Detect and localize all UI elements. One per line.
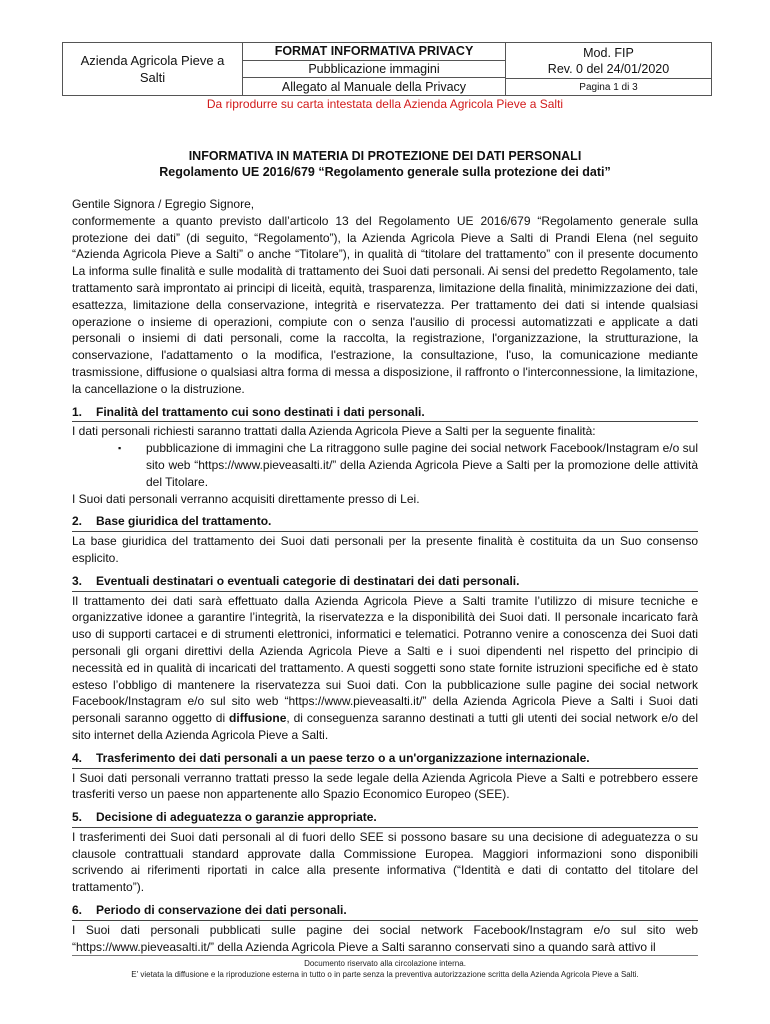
section-3-text-c: , di conseguenza saranno destinati a tutti gli utenti dei social network e/o del sito internet della Azienda Agricola Pieve a Salti. [72, 711, 698, 742]
document-body [72, 196, 698, 955]
section-2-number: 2. [72, 514, 83, 529]
section-3-title: Eventuali destinatari o eventuali categorie di destinatari dei dati personali. [96, 573, 520, 588]
footer-line-2: E' vietata la diffusione e la riproduzione esterna in tutto o in parte senza la preventiva autorizzazione scritta della Azienda Agricola Pieve a Salti. [131, 970, 639, 979]
section-6 [72, 902, 698, 955]
letterhead-note: Da riprodurre su carta intestata della Azienda Agricola Pieve a Salti [206, 97, 564, 111]
document-title [0, 148, 770, 180]
title-line-1: INFORMATIVA IN MATERIA DI PROTEZIONE DEI DATI PERSONALI [188, 149, 582, 163]
section-4-paragraph: I Suoi dati personali verranno trattati presso la sede legale della Azienda Agricola Pieve a Salti e potrebbero essere trasferiti verso un paese non appartenente allo Spazio Economico Europeo (SEE). [72, 770, 698, 802]
section-3-text-a: Il trattamento dei dati sarà effettuato dalla Azienda Agricola Pieve a Salti tramite l’utilizzo di misure tecniche e organizzative idonee a garantire l’integrità, la riservatezza e la disponibilità dei Suoi dati. Il personale incaricato farà uso di supporti cartacei e di strumenti elettronici, informatici e telematici. Potranno venire a conoscenza dei Suoi dati personali gli organi direttivi della Azienda Agricola Pieve a Salti e i suoi dipendenti nel rispetto del principio di necessità ed in qualità di incaricati del trattamento. A questi soggetti sono state fornite istruzioni specifiche ed è stato esteso l’obbligo di mantenere la riservatezza sui Suoi dati. Con la pubblicazione sulle pagine dei social network Facebook/Instagram e/o sul sito web “https://www.pieveasalti.it/” della Azienda Agricola Pieve a Salti i Suoi dati personali saranno oggetto di [72, 593, 698, 726]
section-3-number: 3. [72, 573, 83, 588]
section-6-number: 6. [72, 903, 83, 918]
section-3-bold-term: diffusione [229, 711, 287, 726]
header-company: Azienda Agricola Pieve a Salti [63, 43, 243, 95]
greeting: Gentile Signora / Egregio Signore, [72, 197, 255, 211]
header-format-title: FORMAT INFORMATIVA PRIVACY [243, 43, 505, 61]
section-5-title: Decisione di adeguatezza o garanzie appropriate. [96, 810, 377, 825]
list-item [72, 440, 698, 490]
header-mod: Mod. FIP [583, 45, 634, 60]
section-1-paragraph-2: I Suoi dati personali verranno acquisiti direttamente presso di Lei. [72, 491, 420, 506]
section-1-heading [72, 404, 698, 423]
section-2-heading [72, 513, 698, 532]
section-1-title: Finalità del trattamento cui sono destinati i dati personali. [96, 404, 425, 419]
section-1 [72, 404, 698, 508]
section-5 [72, 809, 698, 896]
header-subtitle: Pubblicazione immagini [243, 61, 505, 79]
section-3-paragraph [72, 593, 698, 744]
header-page-number: Pagina 1 di 3 [579, 81, 638, 93]
footer-divider [72, 955, 698, 956]
section-6-title: Periodo di conservazione dei dati personali. [96, 903, 347, 918]
header-right [506, 43, 711, 95]
section-3 [72, 573, 698, 744]
section-4 [72, 750, 698, 803]
header-attachment: Allegato al Manuale della Privacy [281, 79, 467, 94]
section-2 [72, 513, 698, 566]
bullet-text: pubblicazione di immagini che La ritraggono sulle pagine dei social network Facebook/Instagram e/o sul sito web “https://www.pieveasalti.it/” della Azienda Agricola Pieve a Salti per la promozione delle attività del Titolare. [146, 441, 698, 489]
section-3-heading [72, 573, 698, 592]
title-line-2: Regolamento UE 2016/679 “Regolamento generale sulla protezione dei dati” [159, 165, 611, 179]
header-table [62, 42, 712, 96]
page-footer [0, 958, 770, 980]
footer-line-1: Documento riservato alla circolazione interna. [304, 959, 466, 968]
section-5-number: 5. [72, 810, 83, 825]
section-2-paragraph: La base giuridica del trattamento dei Suoi dati personali per la presente finalità è costituita da un Suo consenso esplicito. [72, 534, 698, 565]
bullet-icon: ▪ [118, 443, 122, 454]
section-1-number: 1. [72, 404, 83, 419]
section-5-paragraph: I trasferimenti dei Suoi dati personali al di fuori dello SEE si possono basare su una decisione di adeguatezza o su clausole contrattuali standard approvate dalla Commissione Europea. Maggiori informazioni sono disponibili scrivendo ai riferimenti riportati in calce alla presente informativa (“Identità e dati di contatto del titolare del trattamento”). [72, 829, 698, 895]
section-5-heading [72, 809, 698, 828]
header-middle [243, 43, 506, 95]
intro-paragraph: conformemente a quanto previsto dall’articolo 13 del Regolamento UE 2016/679 “Regolamento generale sulla protezione dei dati” (di seguito, “Regolamento”), la Azienda Agricola Pieve a Salti di Prandi Elena (nel seguito “Azienda Agricola Pieve a Salti” o anche “Titolare”), in qualità di “titolare del trattamento” con il presente documento La informa sulle finalità e sulle modalità di trattamento dei Suoi dati personali. Ai sensi del predetto Regolamento, tale trattamento sarà improntato ai principi di liceità, equità, trasparenza, limitazione della finalità, minimizzazione dei dati, esattezza, limitazione della conservazione, integrità e riservatezza. Per trattamento dei dati si intende qualsiasi operazione o insieme di operazioni, compiute con o senza l'ausilio di processi automatizzati e applicate a dati personali o insiemi di dati personali, come la raccolta, la registrazione, l'organizzazione, la strutturazione, la conservazione, l'adattamento o la modifica, l'estrazione, la consultazione, l'uso, la comunicazione mediante trasmissione, diffusione o qualsiasi altra forma di messa a disposizione, il raffronto o l'interconnessione, la limitazione, la cancellazione o la distruzione. [72, 213, 698, 396]
section-6-heading [72, 902, 698, 921]
section-1-paragraph: I dati personali richiesti saranno trattati dalla Azienda Agricola Pieve a Salti per la seguente finalità: [72, 424, 596, 439]
section-2-title: Base giuridica del trattamento. [96, 514, 272, 529]
header-revision-block [506, 43, 711, 79]
section-4-heading [72, 750, 698, 769]
section-4-number: 4. [72, 750, 83, 765]
section-4-title: Trasferimento dei dati personali a un paese terzo o a un'organizzazione internazionale. [96, 750, 590, 765]
section-6-paragraph: I Suoi dati personali pubblicati sulle pagine dei social network Facebook/Instagram e/o sul sito web “https://www.pieveasalti.it/” della Azienda Agricola Pieve a Salti saranno conservati sino a quando sarà attivo il [72, 922, 698, 954]
header-rev: Rev. 0 del 24/01/2020 [547, 61, 670, 76]
